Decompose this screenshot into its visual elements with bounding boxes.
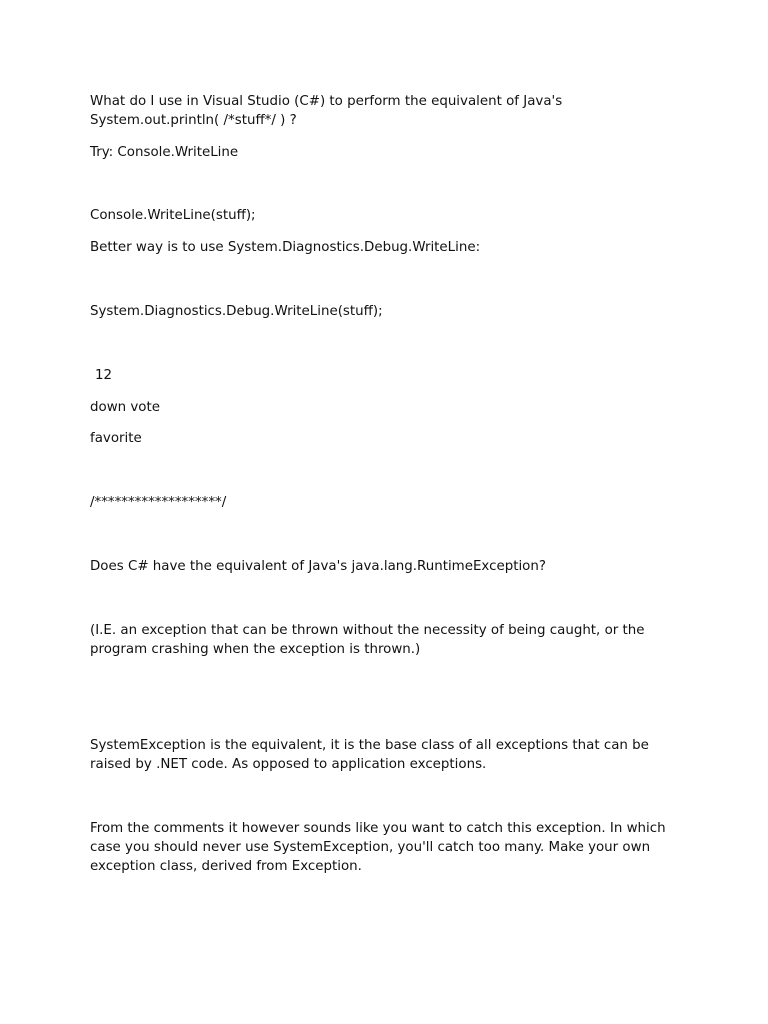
answer-comments: From the comments it however sounds like you want to catch this exception. In which case you should never use SystemException, you'll catch too many. Make your own exception class, derived from Exception. [90,821,666,874]
vote-count: 12 [95,368,113,383]
code-console-writeline: Console.WriteLine(stuff); [90,208,256,223]
down-vote-label: down vote [90,400,160,415]
answer-better-way: Better way is to use System.Diagnostics.Debug.WriteLine: [90,240,481,255]
separator-comment: /*******************/ [90,495,227,510]
favorite-label: favorite [90,431,142,446]
question-java-println: What do I use in Visual Studio (C#) to perform the equivalent of Java's System.out.println( /*stuff*/ ) ? [90,94,563,128]
question-detail: (I.E. an exception that can be thrown without the necessity of being caught, or the program crashing when the exception is thrown.) [90,623,645,657]
code-debug-writeline: System.Diagnostics.Debug.WriteLine(stuff); [90,304,383,319]
answer-try-console: Try: Console.WriteLine [90,145,239,160]
answer-system-exception: SystemException is the equivalent, it is the base class of all exceptions that can be raised by .NET code. As opposed to application exceptions. [90,738,649,772]
question-runtime-exception: Does C# have the equivalent of Java's java.lang.RuntimeException? [90,559,546,574]
